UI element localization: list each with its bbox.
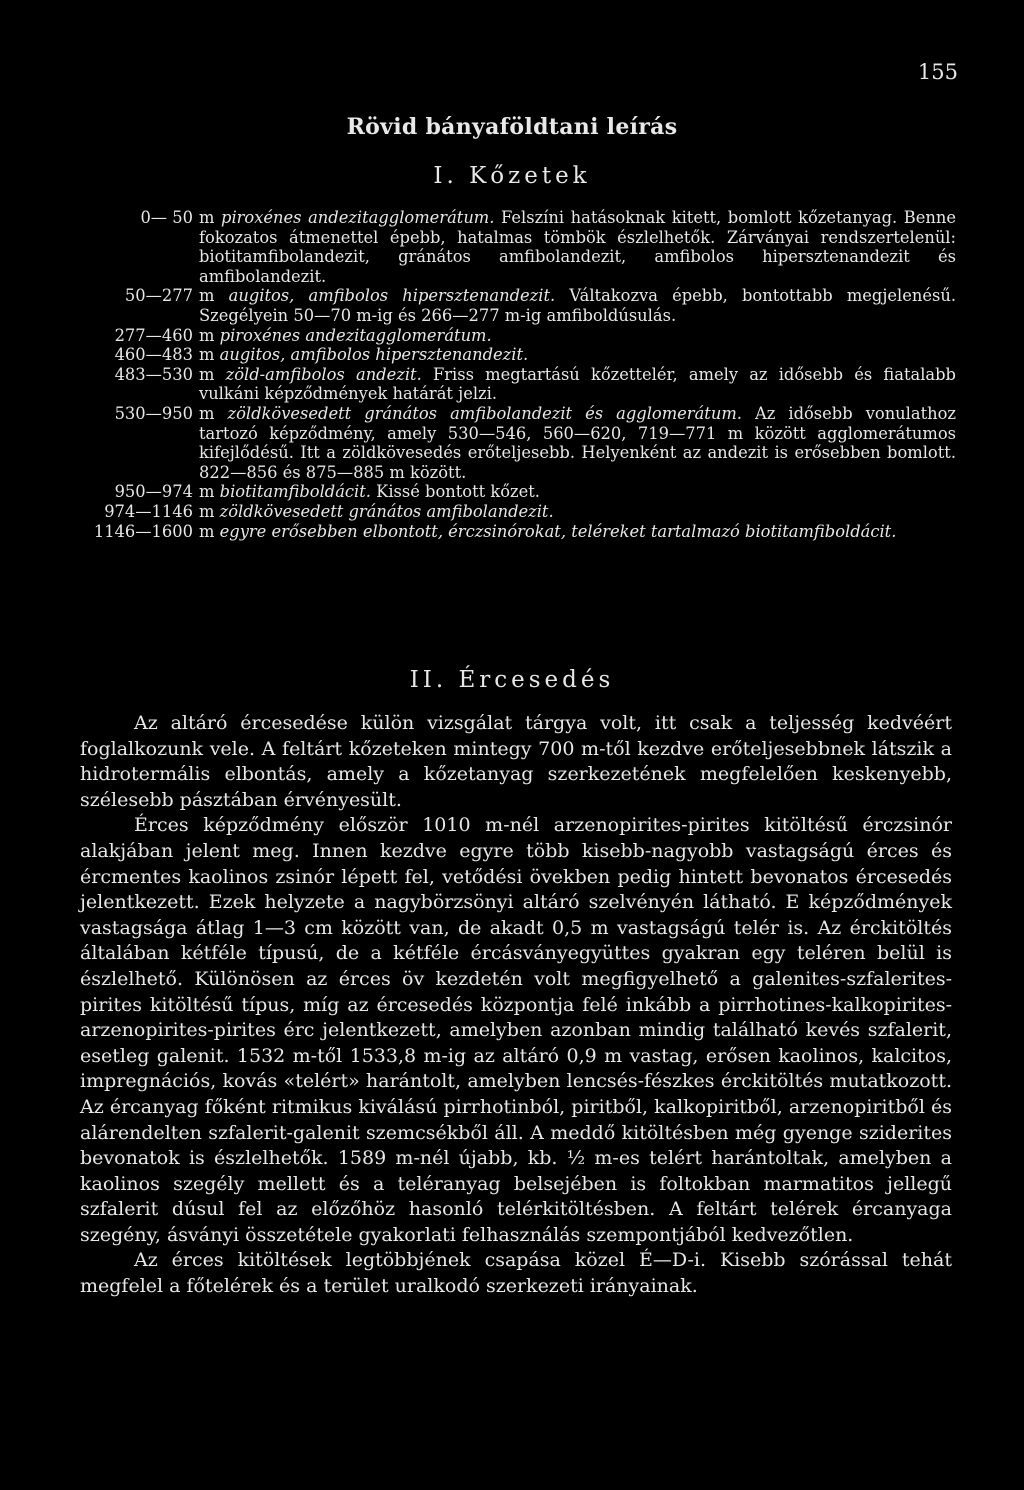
log-entry — [66, 326, 956, 346]
log-unit: m — [199, 482, 215, 502]
paragraph: Az altáró ércesedése külön vizsgálat tárgya volt, itt csak a teljesség kedvéért foglalkozunk vele. A feltárt kőzeteken mintegy 700 m-től kezdve erőteljesebbnek látszik a hidrotermális elbontás, amely a kőzetanyag szerkezetének megfelelően keskenyebb, szélesebb pásztában érvényesült. — [80, 712, 952, 811]
log-depth: 483—530 — [114, 364, 193, 384]
log-entry — [66, 482, 956, 502]
log-text: Kissé bontott kőzet. — [370, 482, 540, 502]
log-description — [199, 404, 956, 482]
log-unit: m — [199, 521, 215, 541]
log-rock-type: augitos, amfibolos hipersztenandezit. — [228, 286, 556, 306]
log-rock-type: biotitamfiboldácit. — [219, 482, 371, 502]
log-rock-type: piroxénes andezitagglomerátum. — [219, 325, 492, 345]
body-text — [80, 711, 952, 1300]
log-entry — [66, 365, 956, 404]
log-entry — [66, 502, 956, 522]
log-unit: m — [199, 208, 215, 227]
log-depth: 530—950 — [114, 403, 193, 423]
log-entry — [66, 208, 956, 286]
log-description — [199, 345, 956, 365]
log-entry — [66, 286, 956, 325]
section-title-rocks: I. Kőzetek — [433, 163, 591, 189]
log-description — [199, 326, 956, 346]
log-description — [199, 502, 956, 522]
log-entry — [66, 404, 956, 482]
log-text: Az idősebb vonulathoz tartozó képződmény, amely 530—546, 560—620, 719—771 m között agglomerátumos kifejlődésű. Itt a zöldkövesedés erőteljesebb. Helyenként az andezit is erősebben bomlott. 822—856 és 875—885 m között. — [199, 403, 956, 482]
paragraph: Érces képződmény először 1010 m-nél arzenopirites-pirites kitöltésű érczsinór alakjában jelent meg. Innen kezdve egyre több kisebb-nagyobb vastagságú érces és ércmentes kaolinos zsinór lépett fel, vetődési övekben pedig hintett bevonatos ércesedés jelentkezett. Ezek helyzete a nagybörzsönyi altáró szelvényén látható. E képződmények vastagsága átlag 1—3 cm között van, de akadt 0,5 m vastagságú telér is. Az érckitöltés általában kétféle típusú, de a kétféle ércásványegyüttes gyakran egy teléren belül is észlelhető. Különösen az érces öv kezdetén volt megfigyelhető a galenites-szfalerites-pirites kitöltésű típus, míg az ércesedés központja felé inkább a pirrhotines-kalkopirites-arzenopirites-pirites érc jelentkezett, amelyben azonban mindig található kevés szfalerit, esetleg galenit. 1532 m-től 1533,8 m-ig az altáró 0,9 m vastag, erősen kaolinos, kalcitos, impregnációs, kovás «telért» harántolt, amelyben lencsés-fészkes érckitöltés mutatkozott. Az ércanyag főként ritmikus kiválású pirrhotinból, piritből, kalkopiritből, arzenopiritből és alárendelten szfalerit-galenit szemcsékből áll. A meddő kitöltésben még gyenge sziderites bevonatok is észlelhetők. 1589 m-nél újabb, kb. ½ m-es telért harántoltak, amelyben a kaolinos szegély mellett és a teléranyag belsejében is foltokban marmatitos jellegű szfalerit dúsul fel az előzőhöz hasonló telérkitöltésben. A feltárt telérek ércanyaga szegény, ásványi összetétele gyakorlati felhasználás szempontjából kedvezőtlen. — [80, 814, 952, 1246]
log-depth: 50—277 — [124, 286, 193, 306]
log-entry — [66, 522, 956, 542]
log-depth: 974—1146 — [104, 501, 193, 521]
log-rock-type: piroxénes andezitagglomerátum. — [221, 208, 495, 227]
log-depth: 0— 50 — [140, 208, 193, 227]
log-rock-type: zöld-amfibolos andezit. — [225, 364, 422, 384]
log-text: Friss megtartású kőzettelér, amely az idősebb és fiatalabb vulkáni képződmények határát jelzi. — [199, 364, 956, 404]
log-unit: m — [199, 325, 215, 345]
log-unit: m — [199, 345, 215, 365]
log-description — [199, 365, 956, 404]
log-description — [199, 522, 956, 542]
paragraph: Az érces kitöltések legtöbbjének csapása közel É—D-i. Kisebb szórással tehát megfelel a főtelérek és a terület uralkodó szerkezeti irányainak. — [80, 1249, 952, 1298]
log-rock-type: augitos, amfibolos hipersztenandezit. — [219, 345, 529, 365]
log-rock-type: egyre erősebben elbontott, érczsinórokat, teléreket tartalmazó biotitamfiboldácit. — [219, 521, 897, 541]
log-rock-type: zöldkövesedett gránátos amfibolandezit. — [219, 501, 554, 521]
log-depth: 277—460 — [114, 325, 193, 345]
rock-log — [66, 208, 956, 541]
log-unit: m — [199, 501, 215, 521]
section-title-mineralization: II. Ércesedés — [409, 667, 615, 693]
log-unit: m — [199, 364, 215, 384]
log-depth: 1146—1600 — [93, 521, 193, 541]
log-description — [199, 286, 956, 325]
page-title: Rövid bányaföldtani leírás — [346, 114, 678, 140]
page-number: 155 — [917, 60, 958, 84]
log-entry — [66, 345, 956, 365]
log-text: Felszíni hatásoknak kitett, bomlott kőzetanyag. Benne fokozatos átmenettel épebb, hatalmas tömbök észlelhetők. Zárványai rendszertelenül: biotitamfibolandezit, gránátos amfibolandezit, amfibolos hipersztenandezit és amfibolandezit. — [199, 208, 956, 286]
log-depth: 950—974 — [114, 482, 193, 502]
log-description — [199, 482, 956, 502]
log-unit: m — [199, 403, 215, 423]
log-text: Váltakozva épebb, bontottabb megjelenésű. Szegélyein 50—70 m-ig és 266—277 m-ig amfiboldúsulás. — [199, 286, 957, 325]
log-description — [199, 208, 956, 286]
log-rock-type: zöldkövesedett gránátos amfibolandezit és agglomerátum. — [227, 403, 742, 423]
log-depth: 460—483 — [114, 345, 193, 365]
log-unit: m — [199, 286, 215, 306]
